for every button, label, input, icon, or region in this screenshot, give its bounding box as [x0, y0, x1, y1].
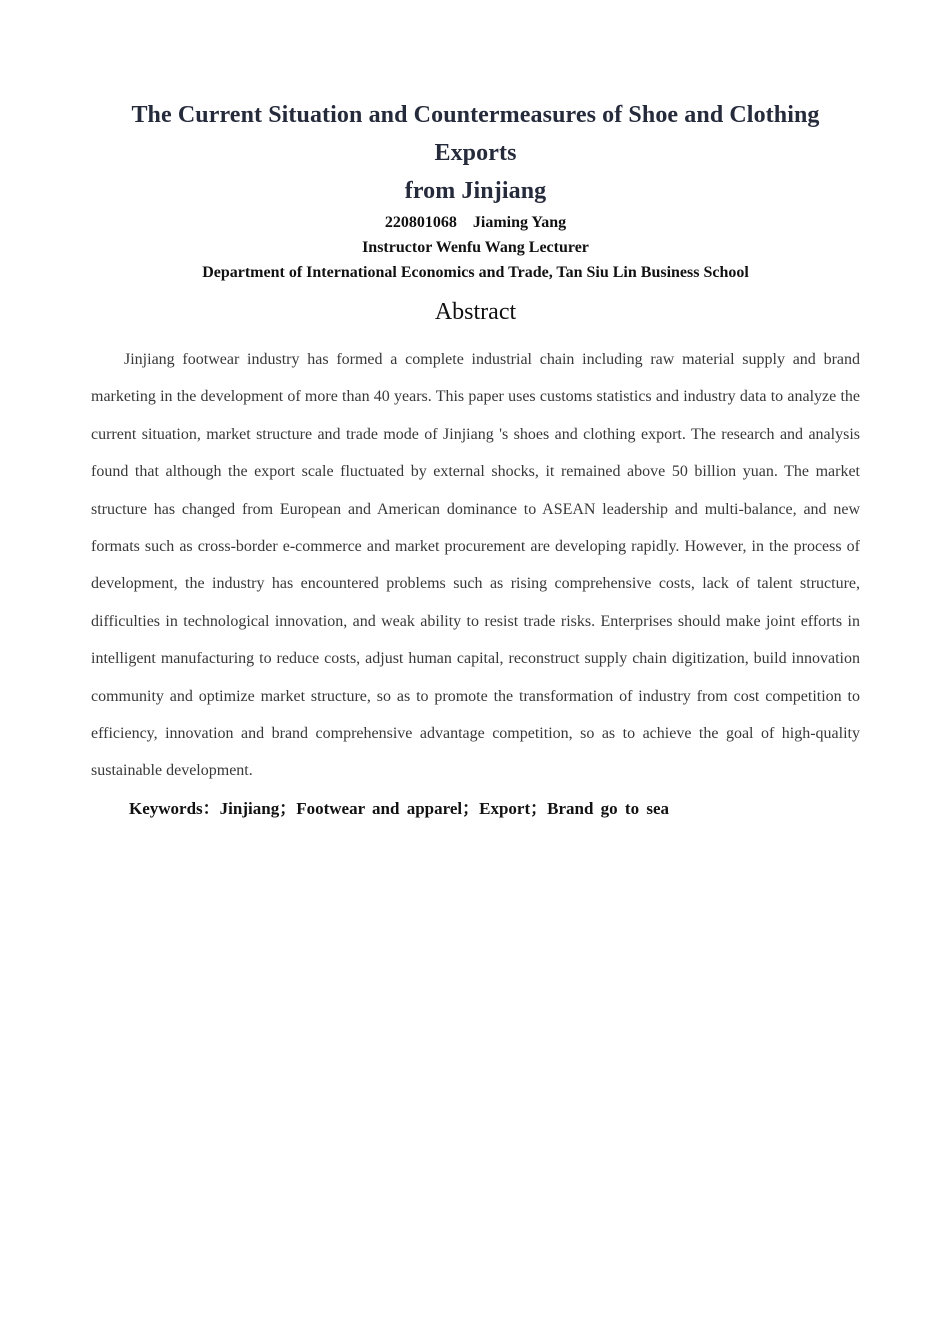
keyword-separator: ；	[462, 798, 480, 818]
keyword-separator: ；	[530, 798, 548, 818]
author-line	[91, 210, 860, 235]
author-name: Jiaming Yang	[472, 214, 567, 231]
keyword-item: Brand go to sea	[547, 798, 670, 818]
paper-title	[91, 96, 860, 210]
paper-title-line-2: from Jinjiang	[404, 178, 547, 204]
paper-title-line-1: The Current Situation and Countermeasures of Shoe and Clothing Exports	[131, 102, 820, 166]
abstract-heading: Abstract	[434, 299, 517, 325]
keywords-line	[91, 794, 860, 824]
department-line: Department of International Economics and Trade, Tan Siu Lin Business School	[202, 264, 749, 281]
page-content	[91, 96, 860, 824]
keyword-item: Footwear and apparel	[296, 798, 463, 818]
instructor-line: Instructor Wenfu Wang Lecturer	[362, 239, 589, 256]
keyword-separator: ；	[279, 798, 297, 818]
keyword-item: Jinjiang	[219, 798, 280, 818]
abstract-body: Jinjiang footwear industry has formed a complete industrial chain including raw material supply and brand marketing in the development of more than 40 years. This paper uses customs statistics and industry data to analyze the current situation, market structure and trade mode of Jinjiang 's shoes and clothing export. The research and analysis found that although the export scale fluctuated by external shocks, it remained above 50 billion yuan. The market structure has changed from European and American dominance to ASEAN leadership and multi-balance, and new formats such as cross-border e-commerce and market procurement are developing rapidly. However, in the process of development, the industry has encountered problems such as rising comprehensive costs, lack of talent structure, difficulties in technological innovation, and weak ability to resist trade risks. Enterprises should make joint efforts in intelligent manufacturing to reduce costs, adjust human capital, reconstruct supply chain digitization, build innovation community and optimize market structure, so as to promote the transformation of industry from cost competition to efficiency, innovation and brand comprehensive advantage competition, so as to achieve the goal of high-quality sustainable development.	[91, 351, 860, 780]
keyword-item: Export	[479, 798, 531, 818]
keywords-label: Keywords：	[129, 798, 220, 818]
student-id: 220801068	[384, 214, 457, 231]
